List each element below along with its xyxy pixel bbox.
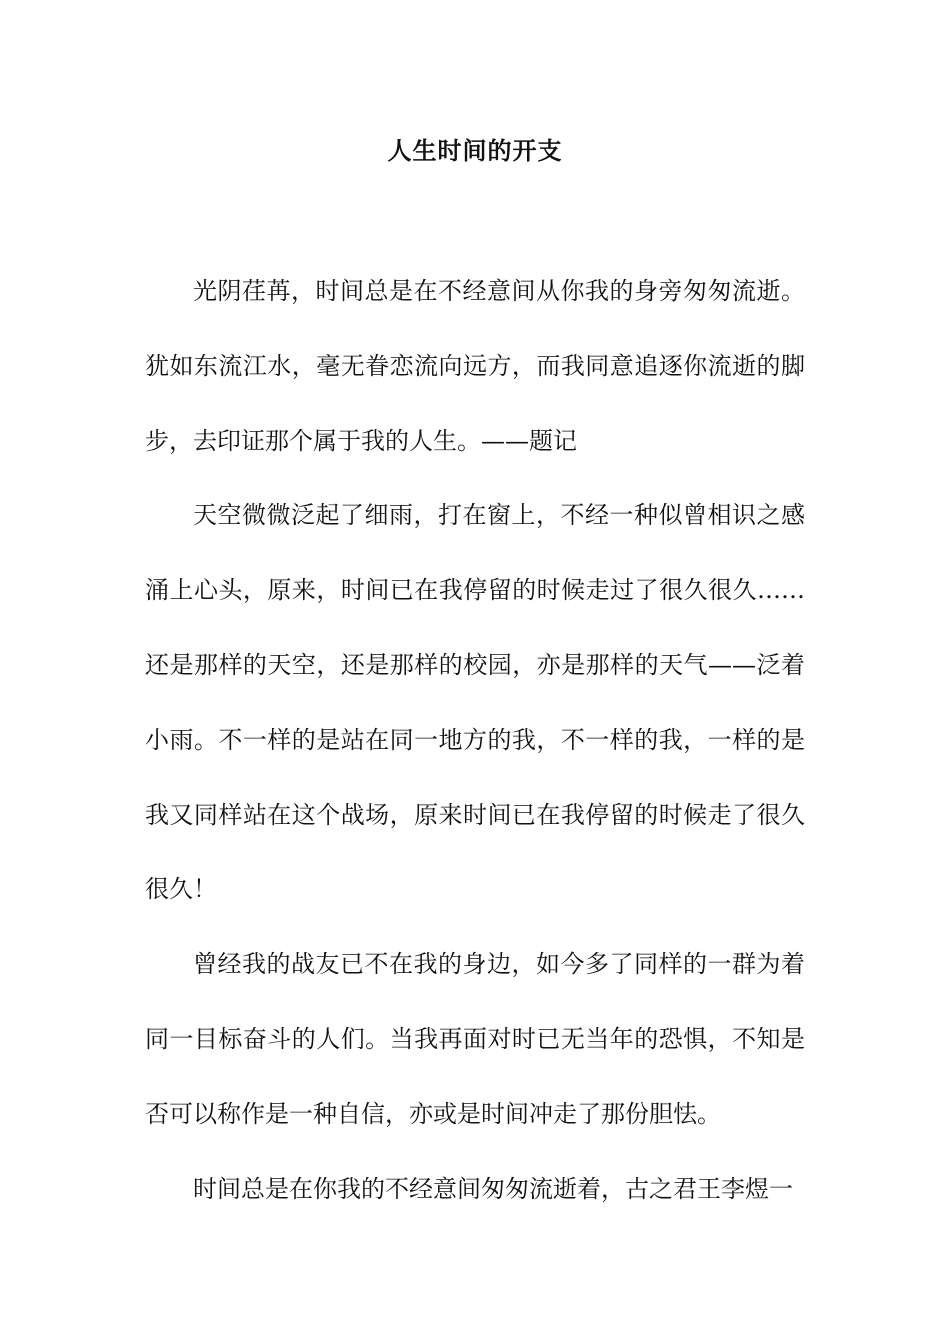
paragraph-epigraph: 光阴荏苒，时间总是在不经意间从你我的身旁匆匆流逝。犹如东流江水，毫无眷恋流向远方，而我同意追逐你流逝的脚步，去印证那个属于我的人生。——题记 <box>145 277 805 455</box>
page-title: 人生时间的开支 <box>387 137 563 165</box>
paragraph-rain: 天空微微泛起了细雨，打在窗上，不经一种似曾相识之感涌上心头，原来，时间已在我停留的时候走过了很久很久……还是那样的天空，还是那样的校园，亦是那样的天气——泛着小雨。不一样的是站在同一地方的我，不一样的我，一样的是我又同样站在这个战场，原来时间已在我停留的时候走了很久很久！ <box>145 501 805 904</box>
paragraph-comrades: 曾经我的战友已不在我的身边，如今多了同样的一群为着同一目标奋斗的人们。当我再面对时已无当年的恐惧，不知是否可以称作是一种自信，亦或是时间冲走了那份胆怯。 <box>145 950 805 1128</box>
paragraph-time: 时间总是在你我的不经意间匆匆流逝着，古之君王李煜一 <box>193 1174 793 1203</box>
article-body <box>145 254 805 1226</box>
